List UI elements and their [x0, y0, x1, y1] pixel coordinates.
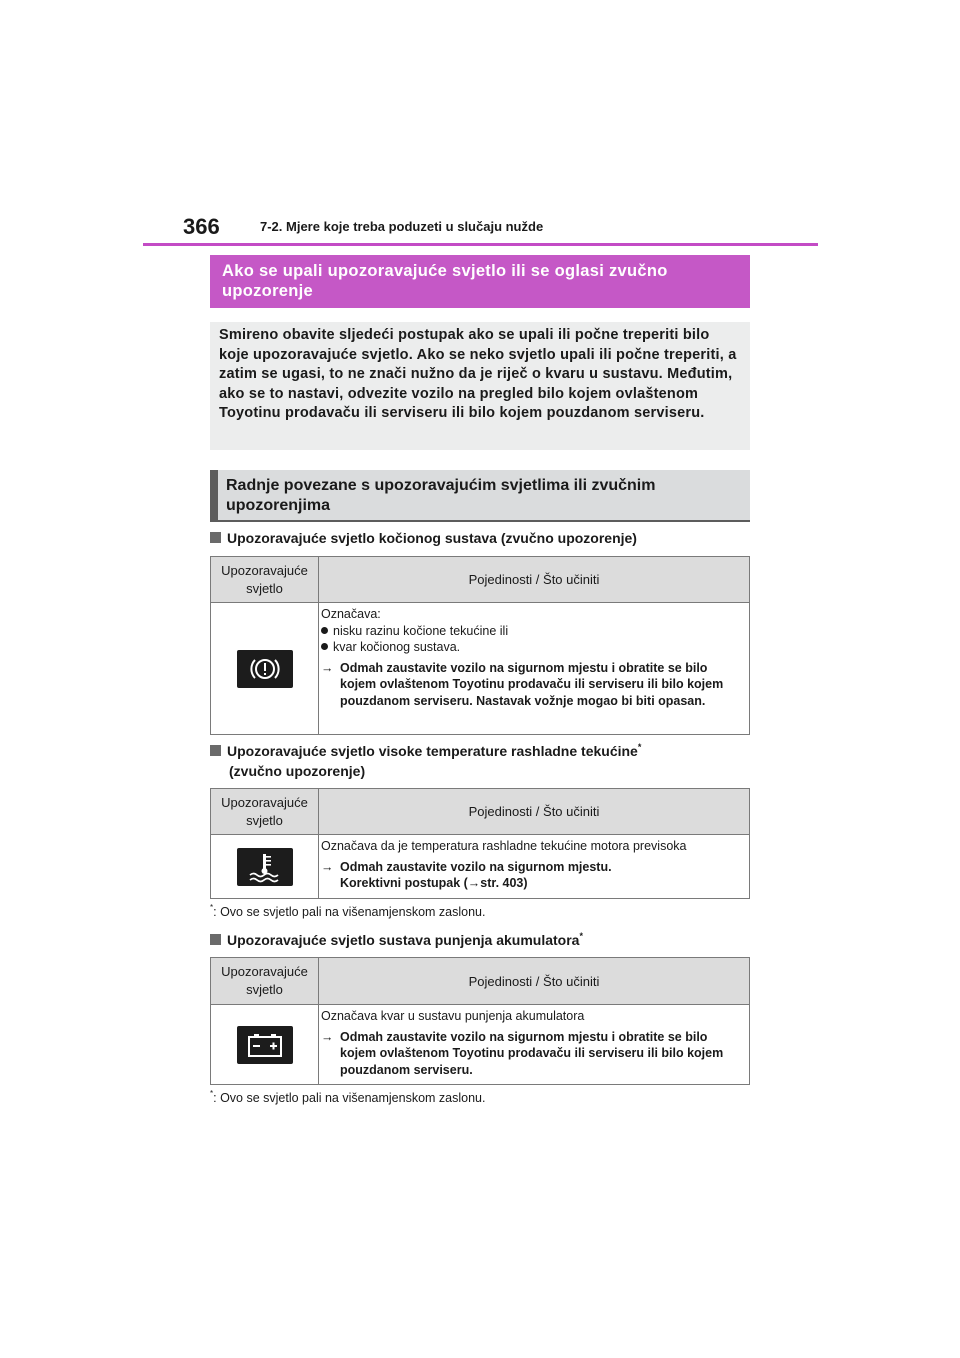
square-bullet-icon: [210, 934, 221, 945]
table-icon-cell: [211, 835, 319, 899]
battery-warning-table: [210, 957, 750, 1085]
action-text: [321, 660, 747, 710]
table-header-light: Upozoravajuće svjetlo: [211, 557, 319, 602]
brake-warning-icon: [237, 650, 293, 688]
action-body: Odmah zaustavite vozilo na sigurnom mjestu i obratite se bilo kojem ovlaštenom Toyotinu prodavaču ili serviseru ili bilo kojem pouzdanom serviseru.: [340, 1029, 724, 1077]
square-bullet-icon: [210, 745, 221, 756]
action-body: [340, 859, 612, 892]
action-body: Odmah zaustavite vozilo na sigurnom mjestu i obratite se bilo kojem ovlaštenom Toyotinu prodavaču ili serviseru ili bilo kojem pouzdanom serviseru. Nastavak vožnje mogao bi biti opasan.: [340, 660, 724, 708]
bullet-text: nisku razinu kočione tekućine ili: [333, 623, 509, 638]
table-header-details: Pojedinosti / Što učiniti: [468, 572, 600, 587]
brake-warning-table: [210, 556, 750, 735]
brake-section-heading: [210, 528, 637, 548]
section-banner: Ako se upali upozoravajuće svjetlo ili se oglasi zvučno upozorenje: [210, 255, 750, 308]
coolant-warning-table: [210, 788, 750, 899]
asterisk: *: [637, 742, 642, 752]
bullet-icon: [321, 643, 328, 650]
arrow-icon: →: [321, 1029, 334, 1044]
table-header-details: Pojedinosti / Što učiniti: [468, 973, 600, 989]
header-rule: [143, 243, 818, 246]
coolant-heading-text: Upozoravajuće svjetlo visoke temperature rashladne tekućine: [227, 743, 638, 759]
table-icon-cell: [211, 603, 319, 735]
arrow-icon: →: [321, 660, 334, 675]
table-row: [211, 1005, 749, 1085]
asterisk: *: [210, 1089, 214, 1098]
table-header-row: [211, 958, 749, 1005]
table-header-row: [211, 789, 749, 835]
bullet-icon: [321, 627, 328, 634]
coolant-temperature-icon: [237, 848, 293, 886]
battery-section-heading: [210, 930, 583, 950]
coolant-section-heading: [210, 741, 641, 781]
page-number: 366: [183, 214, 220, 239]
table-details-cell: [319, 603, 749, 735]
table-details-cell: [319, 1005, 749, 1085]
list-item: [321, 639, 747, 656]
table-header-light: Upozoravajuće svjetlo: [211, 789, 319, 834]
table-row: [211, 835, 749, 899]
list-item: [321, 623, 747, 640]
action-line: Odmah zaustavite vozilo na sigurnom mjestu.: [340, 859, 612, 874]
footnote-text: : Ovo se svjetlo pali na višenamjenskom zaslonu.: [213, 1091, 486, 1105]
details-intro: Označava da je temperatura rashladne tekućine motora previsoka: [321, 839, 687, 853]
footnote-text: : Ovo se svjetlo pali na višenamjenskom zaslonu.: [213, 905, 486, 919]
details-intro: Označava:: [321, 607, 381, 621]
table-details-cell: [319, 835, 749, 899]
action-text: [321, 859, 747, 892]
asterisk: *: [579, 931, 583, 941]
chapter-title: 7-2. Mjere koje treba poduzeti u slučaju nužde: [260, 219, 544, 234]
footnote: [210, 1091, 485, 1105]
bullet-text: kvar kočionog sustava.: [333, 640, 461, 654]
asterisk: *: [210, 903, 214, 912]
table-header-details: Pojedinosti / Što učiniti: [468, 804, 600, 819]
battery-heading-text: Upozoravajuće svjetlo sustava punjenja akumulatora: [227, 932, 580, 948]
details-intro: Označava kvar u sustavu punjenja akumulatora: [321, 1009, 585, 1023]
table-header-light: Upozoravajuće svjetlo: [211, 958, 319, 1004]
action-text: [321, 1029, 747, 1079]
battery-charging-icon: [237, 1026, 293, 1064]
coolant-heading-text-2: (zvučno upozorenje): [229, 763, 366, 779]
footnote: [210, 905, 485, 919]
brake-heading-text: Upozoravajuće svjetlo kočionog sustava (zvučno upozorenje): [227, 530, 637, 546]
table-header-row: [211, 557, 749, 603]
intro-box: Smireno obavite sljedeći postupak ako se upali ili počne treperiti bilo koje upozoravajuće svjetlo. Ako se neko svjetlo upali ili počne treperiti, a zatim se ugasi, to ne znači nužno da je riječ o kvaru u sustavu. Međutim, ako se to nastavi, odvezite vozilo na pregled bilo kojem ovlaštenom Toyotinu prodavaču ili serviseru ili bilo kojem pouzdanom serviseru.: [210, 322, 750, 450]
table-row: [211, 603, 749, 735]
subsection-banner: Radnje povezane s upozoravajućim svjetlima ili zvučnim upozorenjima: [210, 470, 750, 522]
square-bullet-icon: [210, 532, 221, 543]
arrow-icon: →: [321, 859, 334, 874]
table-icon-cell: [211, 1005, 319, 1085]
action-line: Korektivni postupak (→str. 403): [340, 876, 528, 890]
